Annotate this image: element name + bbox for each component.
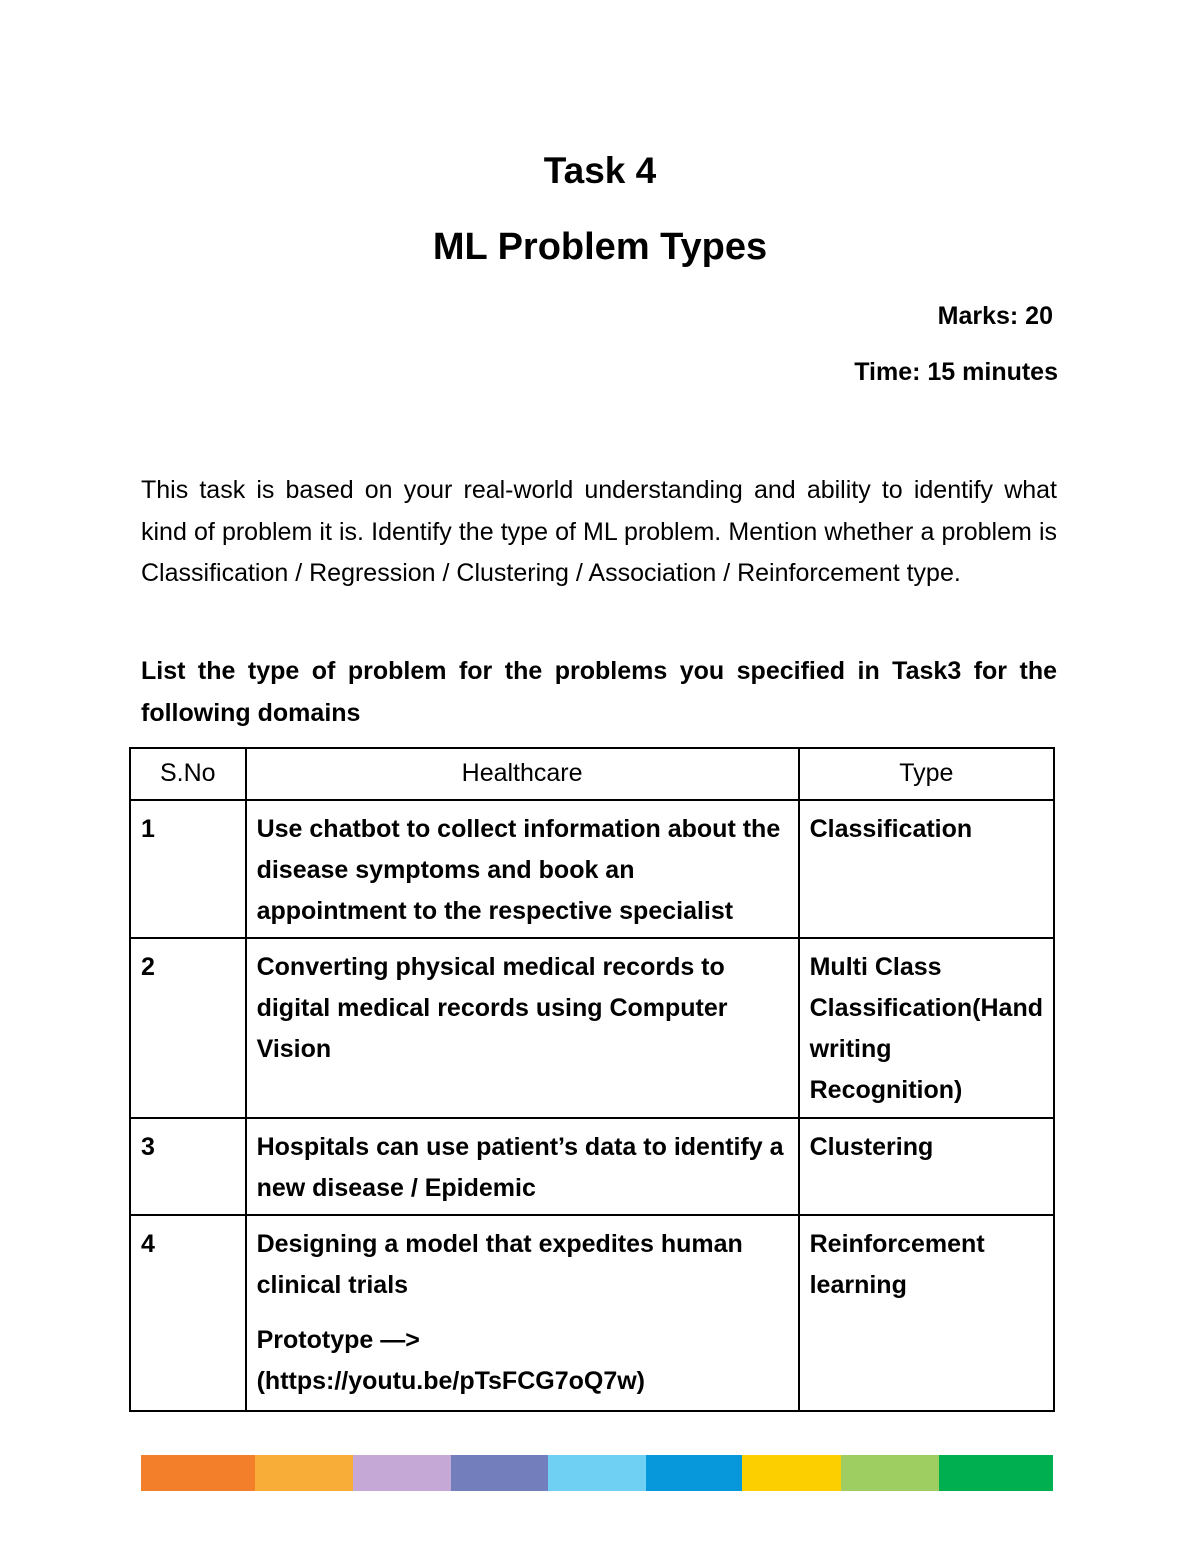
cell-sno: 2 xyxy=(130,938,246,1118)
cell-problem: Use chatbot to collect information about the disease symptoms and book an appointment to the respective specialist xyxy=(246,800,799,938)
cell-type: Multi Class Classification(Hand writing Recognition) xyxy=(799,938,1054,1118)
color-segment xyxy=(353,1455,451,1491)
cell-type: Reinforcement learning xyxy=(799,1215,1054,1411)
prototype-link[interactable]: Prototype —>(https://youtu.be/pTsFCG7oQ7w) xyxy=(256,1326,645,1395)
color-segment xyxy=(255,1455,353,1491)
cell-problem: Hospitals can use patient’s data to identify a new disease / Epidemic xyxy=(246,1118,799,1215)
color-segment xyxy=(548,1455,646,1491)
color-segment xyxy=(451,1455,548,1491)
table-header-row xyxy=(130,748,1054,800)
cell-sno: 4 xyxy=(130,1215,246,1411)
cell-sno: 3 xyxy=(130,1118,246,1215)
color-segment xyxy=(939,1455,1053,1491)
problem-types-table xyxy=(129,747,1055,1412)
color-segment xyxy=(841,1455,939,1491)
document-title: ML Problem Types xyxy=(432,226,768,268)
color-segment xyxy=(141,1455,255,1491)
header-type: Type xyxy=(799,748,1054,800)
table-row xyxy=(130,938,1054,1118)
cell-problem xyxy=(246,1215,799,1411)
header-sno: S.No xyxy=(130,748,246,800)
table-row xyxy=(130,800,1054,938)
cell-type: Classification xyxy=(799,800,1054,938)
intro-paragraph: This task is based on your real-world understanding and ability to identify what kind of problem it is. Identify the type of ML problem. Mention whether a problem is Classification / Regression / Clustering / Association / Reinforcement type. xyxy=(141,476,1057,587)
header-healthcare: Healthcare xyxy=(246,748,799,800)
footer-color-bar xyxy=(141,1455,1053,1491)
color-segment xyxy=(742,1455,841,1491)
cell-type: Clustering xyxy=(799,1118,1054,1215)
cell-problem: Converting physical medical records to digital medical records using Computer Vision xyxy=(246,938,799,1118)
time-label: Time: 15 minutes xyxy=(854,358,1058,386)
instruction-paragraph: List the type of problem for the problems you specified in Task3 for the following domains xyxy=(141,657,1057,727)
cell-sno: 1 xyxy=(130,800,246,938)
table-row xyxy=(130,1118,1054,1215)
table-row xyxy=(130,1215,1054,1411)
marks-label: Marks: 20 xyxy=(937,302,1053,330)
task-title: Task 4 xyxy=(543,150,657,191)
color-segment xyxy=(646,1455,742,1491)
problem-text: Designing a model that expedites human clinical trials xyxy=(256,1230,743,1299)
